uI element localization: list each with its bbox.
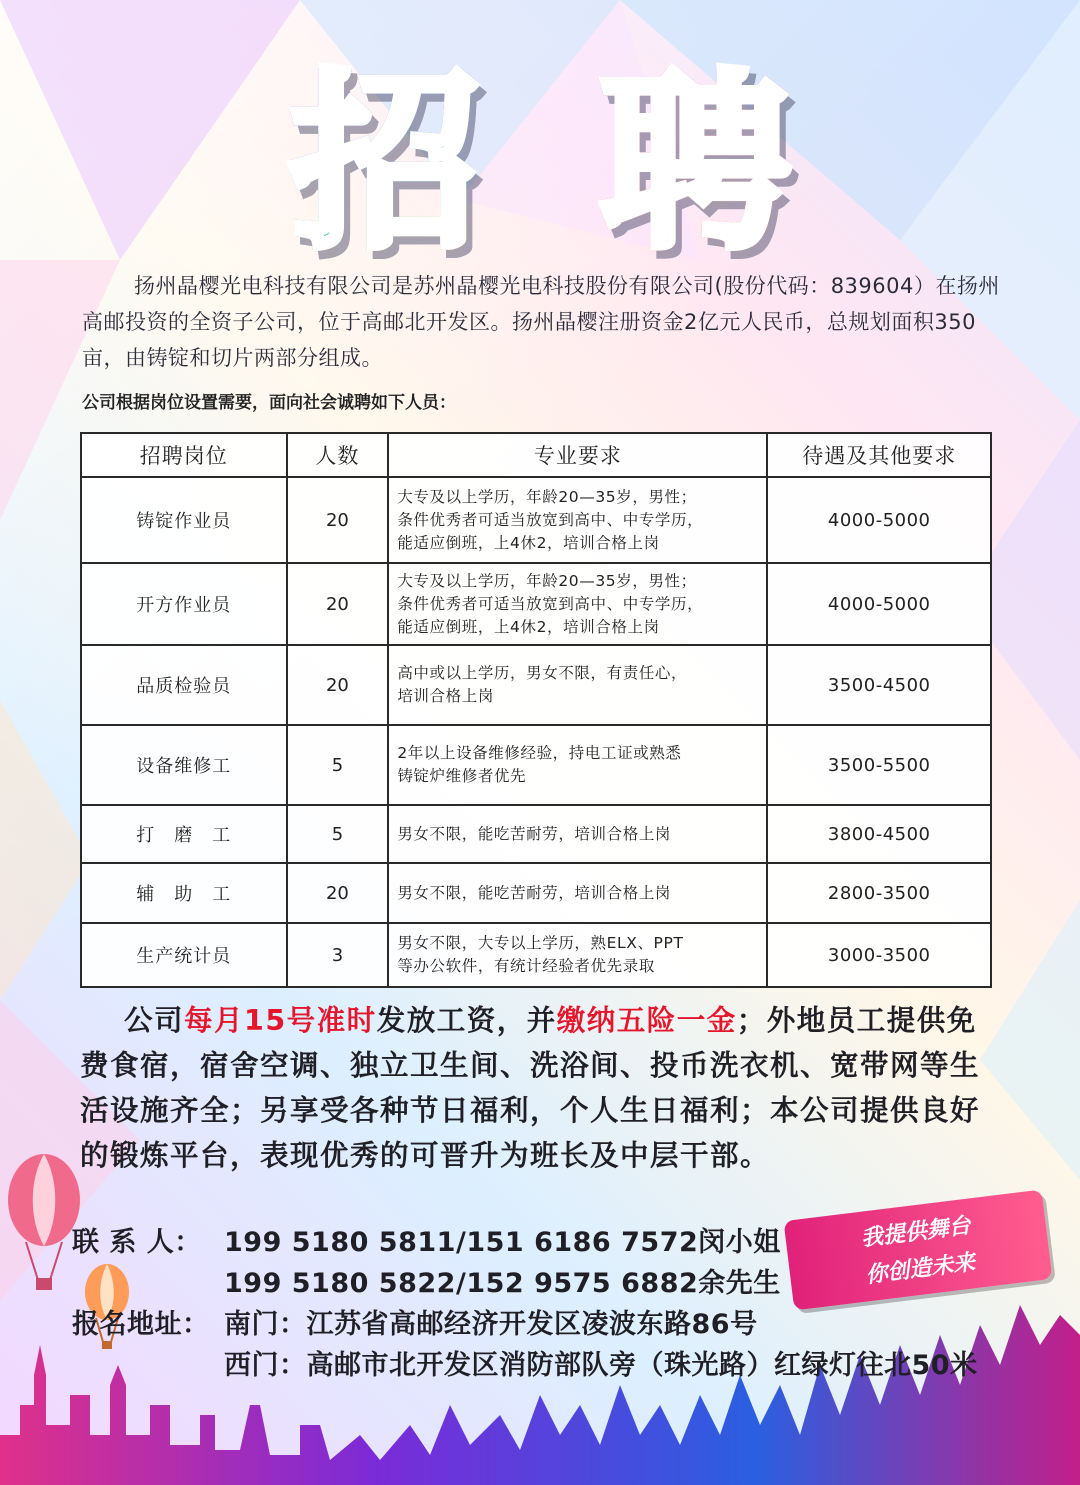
requirement-line: 培训合格上岗 (397, 687, 494, 705)
job-count: 3 (287, 923, 389, 987)
address-label: 报名地址： (72, 1309, 210, 1340)
job-position: 开方作业员 (81, 563, 287, 645)
job-count: 20 (287, 477, 389, 563)
recruitment-title (0, 51, 1080, 274)
job-pay: 3000-3500 (767, 923, 991, 987)
jobs-table (80, 432, 992, 988)
table-header-row (81, 433, 991, 477)
header-pay: 待遇及其他要求 (767, 433, 991, 477)
requirement-line: 铸锭炉维修者优先 (397, 767, 527, 785)
title-char-1: 招 (289, 51, 480, 274)
address-line-1 (72, 1302, 758, 1341)
header-position: 招聘岗位 (81, 433, 287, 477)
job-requirements (388, 863, 767, 923)
address-south-gate: 南门：江苏省高邮经济开发区凌波东路86号 (224, 1309, 758, 1340)
job-count: 20 (287, 645, 389, 725)
job-position: 设备维修工 (81, 725, 287, 805)
job-pay: 3800-4500 (767, 805, 991, 863)
table-row (81, 563, 991, 645)
address-line-2 (72, 1343, 978, 1382)
contact-line-2 (72, 1261, 781, 1300)
job-requirements (388, 477, 767, 563)
job-position: 打 磨 工 (81, 805, 287, 863)
requirement-line: 能适应倒班，上4休2，培训合格上岗 (397, 617, 660, 636)
table-row (81, 725, 991, 805)
benefits-text: 发放工资，并 (376, 1004, 557, 1037)
requirement-line: 2年以上设备维修经验，持电工证或熟悉 (397, 744, 682, 762)
job-position: 铸锭作业员 (81, 477, 287, 563)
slogan-line-1: 我提供舞台 (859, 1212, 972, 1252)
job-count: 20 (287, 863, 389, 923)
job-position: 生产统计员 (81, 923, 287, 987)
requirement-line: 能适应倒班，上4休2，培训合格上岗 (397, 533, 660, 552)
table-row (81, 645, 991, 725)
requirement-line: 大专及以上学历，年龄20—35岁，男性； (397, 571, 697, 590)
job-pay: 4000-5000 (767, 477, 991, 563)
requirement-line: 高中或以上学历，男女不限，有责任心， (397, 664, 688, 682)
job-requirements (388, 805, 767, 863)
requirement-line: 大专及以上学历，年龄20—35岁，男性； (397, 487, 697, 506)
benefits-text: 公司 (124, 1004, 185, 1037)
table-row (81, 863, 991, 923)
slogan-line-2: 你创造未来 (864, 1249, 977, 1289)
company-intro: 扬州晶樱光电科技有限公司是苏州晶樱光电科技股份有限公司(股份代码：839604）在扬州高邮投资的全资子公司，位于高邮北开发区。扬州晶樱注册资金2亿元人民币，总规划面积350亩，由铸锭和切片两部分组成。 (82, 274, 1000, 370)
table-row (81, 923, 991, 987)
job-pay: 3500-4500 (767, 645, 991, 725)
job-count: 5 (287, 725, 389, 805)
job-pay: 2800-3500 (767, 863, 991, 923)
requirement-line: 男女不限，能吃苦耐劳，培训合格上岗 (397, 824, 672, 843)
job-position: 品质检验员 (81, 645, 287, 725)
job-pay: 4000-5000 (767, 563, 991, 645)
job-requirements (388, 725, 767, 805)
job-count: 20 (287, 563, 389, 645)
title-char-2: 聘 (600, 51, 791, 274)
job-position: 辅 助 工 (81, 863, 287, 923)
job-count: 5 (287, 805, 389, 863)
table-row (81, 805, 991, 863)
contact-phone-1: 199 5180 5811/151 6186 7572闵小姐 (224, 1227, 781, 1258)
job-pay: 3500-5500 (767, 725, 991, 805)
address-west-gate: 西门：高邮市北开发区消防部队旁（珠光路）红绿灯往北50米 (224, 1350, 978, 1381)
header-requirements: 专业要求 (388, 433, 767, 477)
header-count: 人数 (287, 433, 389, 477)
benefits-text: ；外地员工提供免费食宿，宿舍空调、独立卫生间、洗浴间、投币洗衣机、宽带网等生活设施齐全；另享受各种节日福利，个人生日福利；本公司提供良好的锻炼平台，表现优秀的可晋升为班长及中层干部。 (80, 1004, 981, 1172)
job-requirements (388, 563, 767, 645)
contact-line-1 (72, 1220, 781, 1259)
slogan-badge (783, 1189, 1052, 1310)
requirement-line: 男女不限，能吃苦耐劳，培训合格上岗 (397, 883, 672, 902)
job-requirements (388, 923, 767, 987)
benefits-paragraph (80, 998, 994, 1178)
table-row (81, 477, 991, 563)
benefits-highlight-payday: 每月15号准时 (184, 1004, 377, 1037)
benefits-highlight-insurance: 缴纳五险一金 (556, 1004, 737, 1037)
contact-label: 联 系 人： (72, 1227, 202, 1258)
requirement-line: 等办公软件，有统计经验者优先录取 (397, 957, 655, 975)
contact-phone-2: 199 5180 5822/152 9575 6882余先生 (224, 1268, 781, 1299)
recruit-lead: 公司根据岗位设置需要，面向社会诚聘如下人员： (82, 393, 456, 413)
job-requirements (388, 645, 767, 725)
requirement-line: 男女不限，大专以上学历，熟ELX、PPT (397, 934, 684, 952)
requirement-line: 条件优秀者可适当放宽到高中、中专学历， (397, 510, 704, 529)
requirement-line: 条件优秀者可适当放宽到高中、中专学历， (397, 594, 704, 613)
